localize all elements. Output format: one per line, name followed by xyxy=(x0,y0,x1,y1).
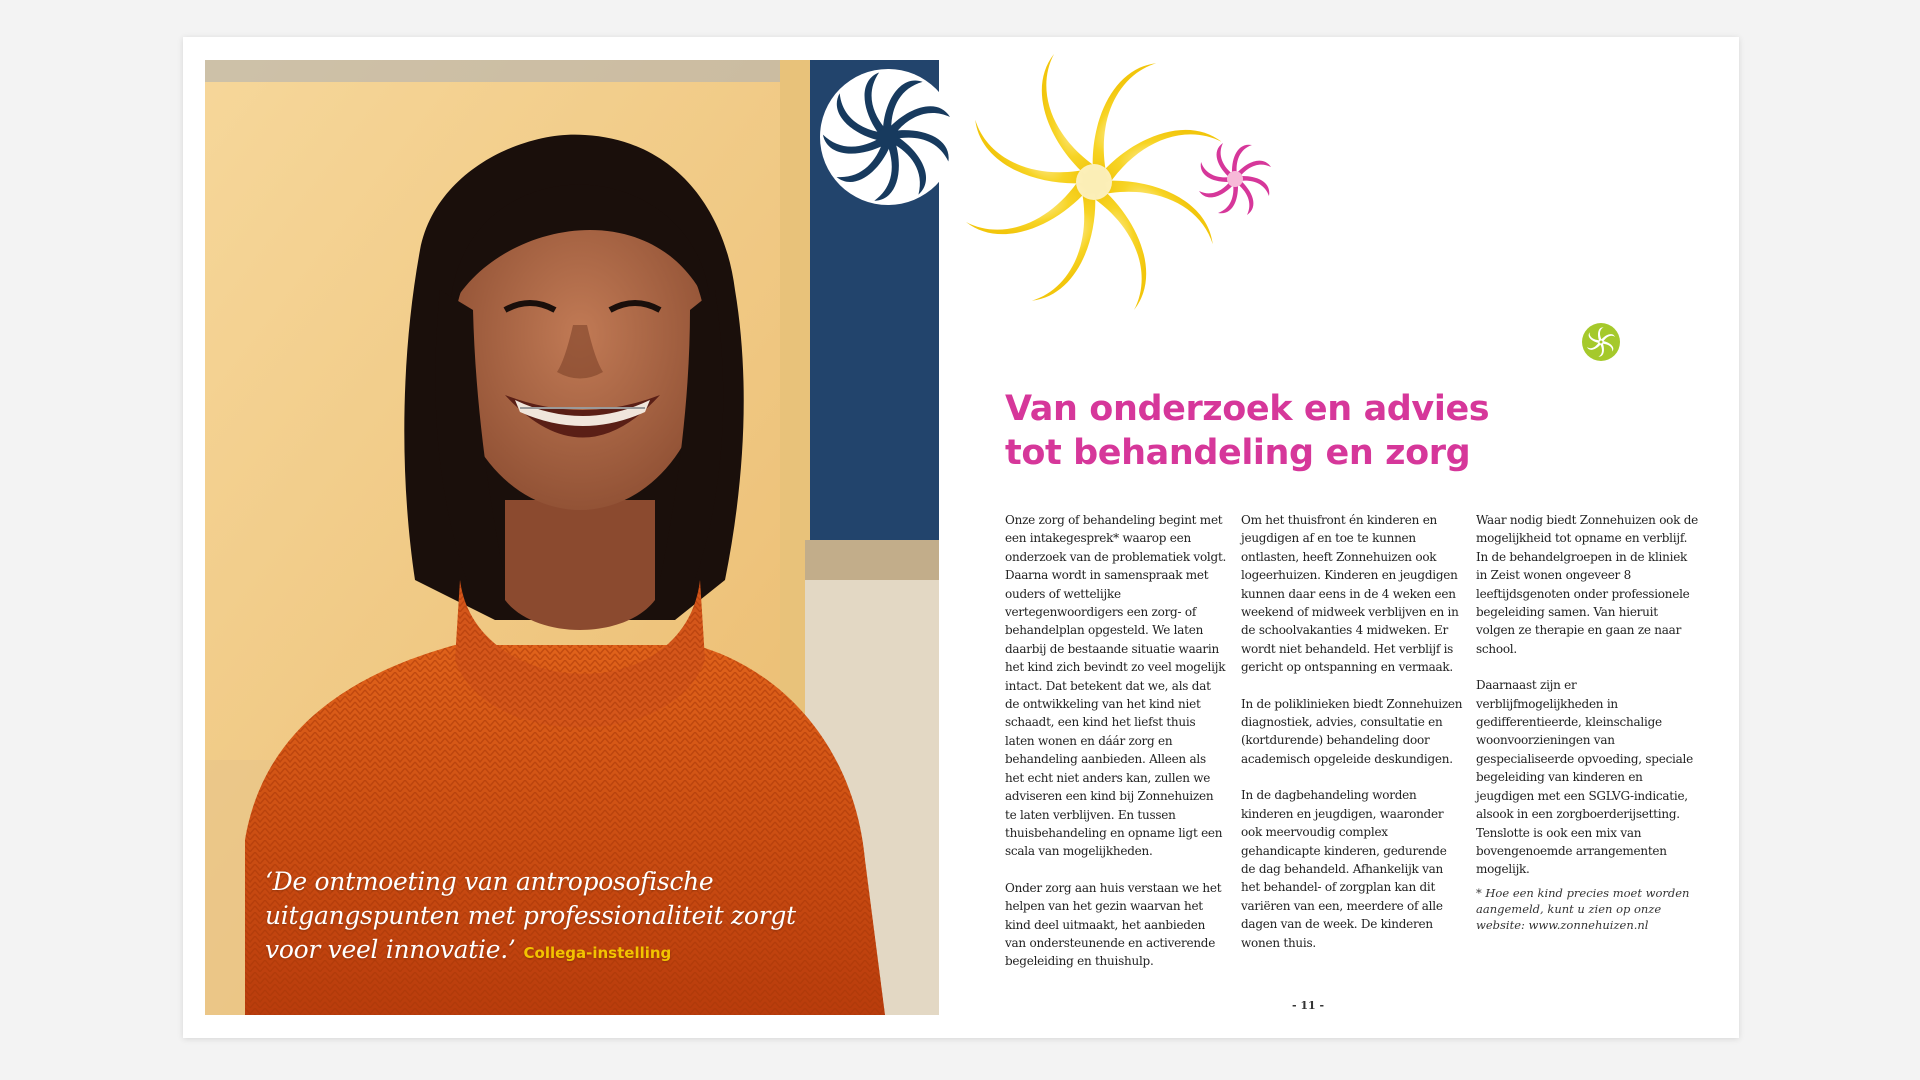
paragraph: In de poliklinieken biedt Zonnehuizen diagnostiek, advies, consultatie en (kortdurende) behandeling door academisch opgeleide deskundigen. xyxy=(1241,696,1463,766)
magazine-spread xyxy=(183,37,1739,1038)
green-swirl-icon xyxy=(1581,322,1621,362)
paragraph: Daarnaast zijn er verblijfmogelijkheden in gedifferentieerde, kleinschalige woonvoorzieningen van gespecialiseerde opvoeding, speciale begeleiding van kinderen en jeugdigen met een SGLVG-indicatie, alsook in een zorgboerderijsetting. Tenslotte is ook een mix van bovengenoemde arrangementen mogelijk. xyxy=(1476,678,1693,877)
pull-quote-attribution: Collega-instelling xyxy=(523,944,672,962)
page-number: - 11 - xyxy=(1291,999,1325,1012)
pink-swirl-icon xyxy=(1193,137,1277,221)
yellow-swirl-icon xyxy=(959,32,1229,332)
paragraph: Waar nodig biedt Zonnehuizen ook de mogelijkheid tot opname en verblijf. In de behandelgroepen in de kliniek in Zeist wonen ongeveer 8 leeftijdsgenoten onder professionele begeleiding samen. Van hieruit volgen ze therapie en gaan ze naar school. xyxy=(1476,513,1699,656)
footnote: * Hoe een kind precies moet worden aangemeld, kunt u zien op onze website: www.zonnehuizen.nl xyxy=(1476,886,1690,932)
pull-quote-text: ‘De ontmoeting van antroposofische uitgangspunten met professionaliteit zorgt voor veel innovatie.’ xyxy=(265,867,796,964)
paragraph: Onze zorg of behandeling begint met een intakegesprek* waarop een onderzoek van de problematiek volgt. Daarna wordt in samenspraak met ouders of wettelijke vertegenwoordigers een zorg- of behandelplan opgesteld. We laten daarbij de bestaande situatie waarin het kind zich bevindt zo veel mogelijk intact. Dat betekent dat we, als dat de ontwikkeling van het kind niet schaadt, een kind het liefst thuis laten wonen en dáár zorg en behandeling aanbieden. Alleen als het echt niet anders kan, zullen we adviseren een kind bij Zonnehuizen te laten verblijven. En tussen thuisbehandeling en opname ligt een scala van mogelijkheden. xyxy=(1005,513,1227,859)
text-column-3 xyxy=(1476,511,1698,897)
headline-line-1: Van onderzoek en advies xyxy=(1005,389,1490,429)
paragraph: Onder zorg aan huis verstaan we het helpen van het gezin waarvan het kind deel uitmaakt, het aanbieden van ondersteunende en activerende begeleiding en thuishulp. xyxy=(1005,880,1222,969)
text-column-2 xyxy=(1241,511,1463,970)
pull-quote xyxy=(265,865,825,970)
headline-line-2: tot behandeling en zorg xyxy=(1005,433,1471,473)
text-column-1 xyxy=(1005,511,1227,989)
paragraph: In de dagbehandeling worden kinderen en jeugdigen, waaronder ook meervoudig complex gehandicapte kinderen, gedurende de dag behandeld. Afhankelijk van het behandel- of zorgplan kan dit variëren van een, meerdere of alle dagen van de week. De kinderen wonen thuis. xyxy=(1241,788,1447,950)
paragraph: Om het thuisfront én kinderen en jeugdigen af en toe te kunnen ontlasten, heeft Zonnehuizen ook logeerhuizen. Kinderen en jeugdigen kunnen daar eens in de 4 weken een weekend of midweek verblijven en in de schoolvakanties 4 midweken. Er wordt niet behandeld. Het verblijf is gericht op ontspanning en vermaak. xyxy=(1241,513,1459,675)
article-headline xyxy=(1005,387,1565,475)
navy-swirl-icon xyxy=(818,67,958,207)
